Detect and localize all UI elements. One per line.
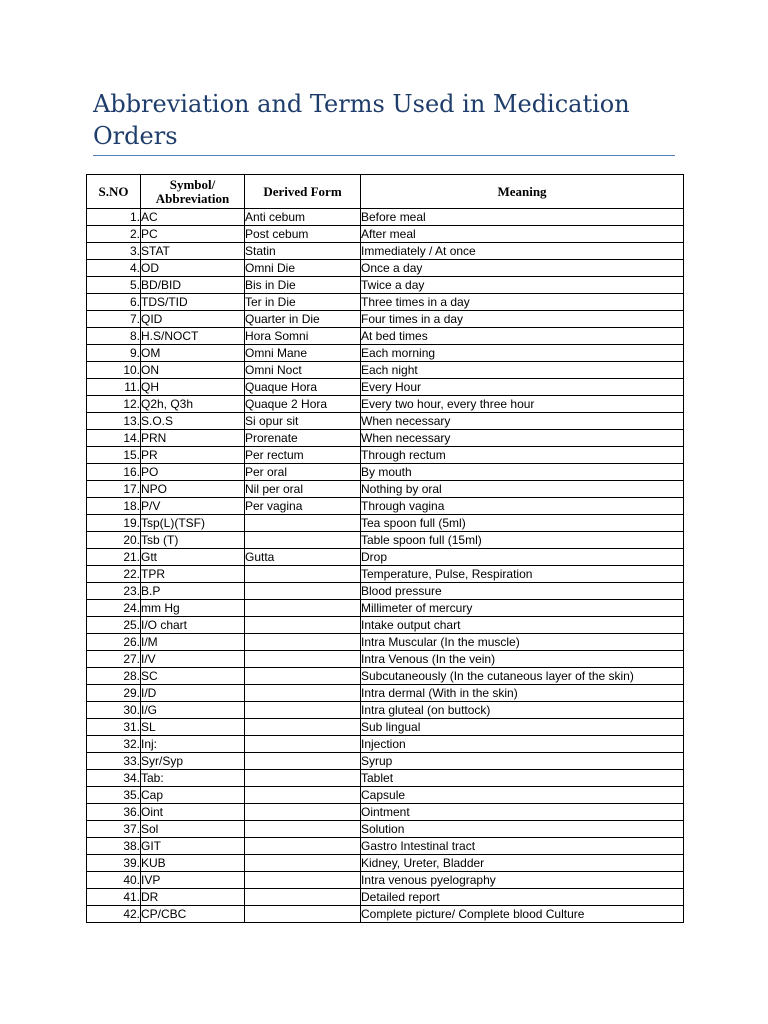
cell-meaning: Three times in a day: [361, 294, 684, 311]
cell-meaning: Tablet: [361, 770, 684, 787]
table-row: [87, 634, 684, 651]
cell-derived-form: Omni Die: [245, 260, 361, 277]
cell-sno: 12.: [87, 396, 141, 413]
cell-derived-form: Prorenate: [245, 430, 361, 447]
table-row: [87, 532, 684, 549]
cell-symbol: PRN: [141, 430, 245, 447]
cell-meaning: Before meal: [361, 209, 684, 226]
table-row: [87, 413, 684, 430]
cell-derived-form: [245, 515, 361, 532]
cell-sno: 41.: [87, 889, 141, 906]
cell-symbol: S.O.S: [141, 413, 245, 430]
cell-symbol: Tsp(L)(TSF): [141, 515, 245, 532]
cell-symbol: NPO: [141, 481, 245, 498]
cell-symbol: I/V: [141, 651, 245, 668]
cell-sno: 33.: [87, 753, 141, 770]
table-row: [87, 770, 684, 787]
cell-sno: 29.: [87, 685, 141, 702]
cell-symbol: BD/BID: [141, 277, 245, 294]
cell-sno: 42.: [87, 906, 141, 923]
cell-meaning: Millimeter of mercury: [361, 600, 684, 617]
cell-meaning: Syrup: [361, 753, 684, 770]
cell-symbol: Inj:: [141, 736, 245, 753]
cell-symbol: Cap: [141, 787, 245, 804]
table-row: [87, 209, 684, 226]
cell-sno: 11.: [87, 379, 141, 396]
cell-meaning: Detailed report: [361, 889, 684, 906]
cell-symbol: KUB: [141, 855, 245, 872]
cell-derived-form: Bis in Die: [245, 277, 361, 294]
cell-symbol: P/V: [141, 498, 245, 515]
cell-derived-form: Per vagina: [245, 498, 361, 515]
cell-meaning: Injection: [361, 736, 684, 753]
table-row: [87, 277, 684, 294]
cell-sno: 23.: [87, 583, 141, 600]
cell-meaning: Intra dermal (With in the skin): [361, 685, 684, 702]
cell-derived-form: [245, 736, 361, 753]
cell-symbol: Sol: [141, 821, 245, 838]
cell-symbol: Syr/Syp: [141, 753, 245, 770]
cell-symbol: I/G: [141, 702, 245, 719]
cell-meaning: Tea spoon full (5ml): [361, 515, 684, 532]
table-row: [87, 430, 684, 447]
cell-sno: 6.: [87, 294, 141, 311]
cell-symbol: I/O chart: [141, 617, 245, 634]
cell-sno: 22.: [87, 566, 141, 583]
cell-sno: 21.: [87, 549, 141, 566]
cell-meaning: By mouth: [361, 464, 684, 481]
table-header: [87, 175, 684, 209]
cell-sno: 7.: [87, 311, 141, 328]
cell-derived-form: [245, 651, 361, 668]
table-row: [87, 702, 684, 719]
cell-derived-form: [245, 583, 361, 600]
cell-symbol: Tab:: [141, 770, 245, 787]
cell-meaning: When necessary: [361, 413, 684, 430]
table-row: [87, 243, 684, 260]
header-sno: S.NO: [87, 175, 141, 209]
cell-meaning: Blood pressure: [361, 583, 684, 600]
cell-sno: 35.: [87, 787, 141, 804]
cell-symbol: STAT: [141, 243, 245, 260]
table-row: [87, 328, 684, 345]
cell-derived-form: Ter in Die: [245, 294, 361, 311]
cell-sno: 32.: [87, 736, 141, 753]
table-row: [87, 787, 684, 804]
cell-sno: 38.: [87, 838, 141, 855]
table-row: [87, 379, 684, 396]
cell-derived-form: [245, 838, 361, 855]
header-symbol: [141, 175, 245, 209]
cell-meaning: Once a day: [361, 260, 684, 277]
cell-symbol: SL: [141, 719, 245, 736]
table-row: [87, 719, 684, 736]
cell-derived-form: Nil per oral: [245, 481, 361, 498]
cell-derived-form: Per oral: [245, 464, 361, 481]
cell-derived-form: [245, 617, 361, 634]
table-row: [87, 906, 684, 923]
cell-meaning: Temperature, Pulse, Respiration: [361, 566, 684, 583]
cell-meaning: Nothing by oral: [361, 481, 684, 498]
cell-meaning: After meal: [361, 226, 684, 243]
cell-meaning: Every Hour: [361, 379, 684, 396]
cell-derived-form: Post cebum: [245, 226, 361, 243]
cell-derived-form: [245, 719, 361, 736]
table-row: [87, 515, 684, 532]
table-row: [87, 855, 684, 872]
cell-meaning: Every two hour, every three hour: [361, 396, 684, 413]
cell-meaning: Twice a day: [361, 277, 684, 294]
table-row: [87, 345, 684, 362]
cell-symbol: B.P: [141, 583, 245, 600]
cell-symbol: SC: [141, 668, 245, 685]
cell-sno: 9.: [87, 345, 141, 362]
cell-symbol: H.S/NOCT: [141, 328, 245, 345]
cell-meaning: Intra gluteal (on buttock): [361, 702, 684, 719]
cell-symbol: OM: [141, 345, 245, 362]
cell-symbol: AC: [141, 209, 245, 226]
header-row: [87, 175, 684, 209]
cell-derived-form: [245, 634, 361, 651]
cell-meaning: At bed times: [361, 328, 684, 345]
header-derived-form: Derived Form: [245, 175, 361, 209]
cell-symbol: PR: [141, 447, 245, 464]
cell-symbol: GIT: [141, 838, 245, 855]
cell-sno: 3.: [87, 243, 141, 260]
cell-sno: 19.: [87, 515, 141, 532]
cell-meaning: Intra Venous (In the vein): [361, 651, 684, 668]
cell-meaning: Kidney, Ureter, Bladder: [361, 855, 684, 872]
cell-sno: 34.: [87, 770, 141, 787]
cell-derived-form: [245, 889, 361, 906]
table-row: [87, 498, 684, 515]
cell-sno: 17.: [87, 481, 141, 498]
cell-symbol: QH: [141, 379, 245, 396]
cell-sno: 39.: [87, 855, 141, 872]
table-body: [87, 209, 684, 923]
cell-meaning: Drop: [361, 549, 684, 566]
table-row: [87, 362, 684, 379]
cell-meaning: Capsule: [361, 787, 684, 804]
cell-symbol: Q2h, Q3h: [141, 396, 245, 413]
cell-symbol: TDS/TID: [141, 294, 245, 311]
cell-symbol: Oint: [141, 804, 245, 821]
table-row: [87, 685, 684, 702]
cell-derived-form: Si opur sit: [245, 413, 361, 430]
table-row: [87, 549, 684, 566]
cell-symbol: IVP: [141, 872, 245, 889]
cell-meaning: When necessary: [361, 430, 684, 447]
cell-symbol: I/M: [141, 634, 245, 651]
cell-symbol: DR: [141, 889, 245, 906]
cell-sno: 25.: [87, 617, 141, 634]
cell-derived-form: Quaque Hora: [245, 379, 361, 396]
table-row: [87, 617, 684, 634]
cell-sno: 18.: [87, 498, 141, 515]
title-underline: [93, 155, 675, 156]
cell-symbol: OD: [141, 260, 245, 277]
table-row: [87, 600, 684, 617]
cell-sno: 30.: [87, 702, 141, 719]
table-row: [87, 566, 684, 583]
cell-symbol: Tsb (T): [141, 532, 245, 549]
cell-meaning: Sub lingual: [361, 719, 684, 736]
cell-symbol: mm Hg: [141, 600, 245, 617]
cell-derived-form: Omni Noct: [245, 362, 361, 379]
table-row: [87, 260, 684, 277]
cell-derived-form: Statin: [245, 243, 361, 260]
table-row: [87, 872, 684, 889]
cell-derived-form: [245, 804, 361, 821]
cell-sno: 24.: [87, 600, 141, 617]
table-row: [87, 396, 684, 413]
cell-meaning: Intake output chart: [361, 617, 684, 634]
cell-symbol: TPR: [141, 566, 245, 583]
cell-sno: 28.: [87, 668, 141, 685]
table-row: [87, 889, 684, 906]
cell-meaning: Subcutaneously (In the cutaneous layer of the skin): [361, 668, 684, 685]
table-row: [87, 668, 684, 685]
cell-symbol: I/D: [141, 685, 245, 702]
cell-derived-form: [245, 872, 361, 889]
cell-sno: 8.: [87, 328, 141, 345]
cell-derived-form: [245, 787, 361, 804]
cell-symbol: CP/CBC: [141, 906, 245, 923]
cell-sno: 14.: [87, 430, 141, 447]
cell-meaning: Table spoon full (15ml): [361, 532, 684, 549]
cell-sno: 1.: [87, 209, 141, 226]
cell-sno: 15.: [87, 447, 141, 464]
header-symbol-line1: Symbol/: [169, 176, 216, 192]
cell-sno: 16.: [87, 464, 141, 481]
cell-derived-form: [245, 685, 361, 702]
cell-sno: 37.: [87, 821, 141, 838]
cell-derived-form: Quarter in Die: [245, 311, 361, 328]
cell-derived-form: Hora Somni: [245, 328, 361, 345]
table-row: [87, 294, 684, 311]
table-row: [87, 311, 684, 328]
cell-symbol: Gtt: [141, 549, 245, 566]
cell-meaning: Complete picture/ Complete blood Culture: [361, 906, 684, 923]
cell-derived-form: [245, 532, 361, 549]
cell-derived-form: Omni Mane: [245, 345, 361, 362]
cell-meaning: Four times in a day: [361, 311, 684, 328]
table-row: [87, 464, 684, 481]
cell-sno: 20.: [87, 532, 141, 549]
cell-symbol: PO: [141, 464, 245, 481]
table-row: [87, 736, 684, 753]
cell-meaning: Each night: [361, 362, 684, 379]
cell-derived-form: [245, 702, 361, 719]
cell-meaning: Immediately / At once: [361, 243, 684, 260]
cell-meaning: Intra venous pyelography: [361, 872, 684, 889]
cell-symbol: QID: [141, 311, 245, 328]
table-row: [87, 583, 684, 600]
cell-symbol: ON: [141, 362, 245, 379]
table-row: [87, 226, 684, 243]
cell-sno: 26.: [87, 634, 141, 651]
table-row: [87, 753, 684, 770]
table-row: [87, 447, 684, 464]
cell-meaning: Through vagina: [361, 498, 684, 515]
header-symbol-line2: Abbreviation: [155, 190, 230, 206]
cell-derived-form: [245, 770, 361, 787]
cell-meaning: Solution: [361, 821, 684, 838]
abbreviation-table: [86, 174, 684, 923]
cell-derived-form: [245, 855, 361, 872]
table-row: [87, 838, 684, 855]
cell-derived-form: [245, 906, 361, 923]
cell-sno: 13.: [87, 413, 141, 430]
cell-sno: 4.: [87, 260, 141, 277]
cell-meaning: Each morning: [361, 345, 684, 362]
cell-symbol: PC: [141, 226, 245, 243]
cell-derived-form: [245, 668, 361, 685]
cell-derived-form: [245, 753, 361, 770]
cell-derived-form: [245, 566, 361, 583]
cell-derived-form: Quaque 2 Hora: [245, 396, 361, 413]
cell-derived-form: Per rectum: [245, 447, 361, 464]
cell-sno: 2.: [87, 226, 141, 243]
cell-meaning: Ointment: [361, 804, 684, 821]
cell-meaning: Gastro Intestinal tract: [361, 838, 684, 855]
cell-derived-form: Gutta: [245, 549, 361, 566]
cell-derived-form: Anti cebum: [245, 209, 361, 226]
table-row: [87, 804, 684, 821]
cell-sno: 27.: [87, 651, 141, 668]
page-title: Abbreviation and Terms Used in Medication Orders: [93, 90, 630, 150]
header-meaning: Meaning: [361, 175, 684, 209]
cell-meaning: Through rectum: [361, 447, 684, 464]
table-row: [87, 481, 684, 498]
cell-meaning: Intra Muscular (In the muscle): [361, 634, 684, 651]
cell-sno: 5.: [87, 277, 141, 294]
cell-sno: 36.: [87, 804, 141, 821]
cell-sno: 10.: [87, 362, 141, 379]
cell-derived-form: [245, 600, 361, 617]
cell-derived-form: [245, 821, 361, 838]
table-row: [87, 651, 684, 668]
cell-sno: 31.: [87, 719, 141, 736]
table-row: [87, 821, 684, 838]
cell-sno: 40.: [87, 872, 141, 889]
